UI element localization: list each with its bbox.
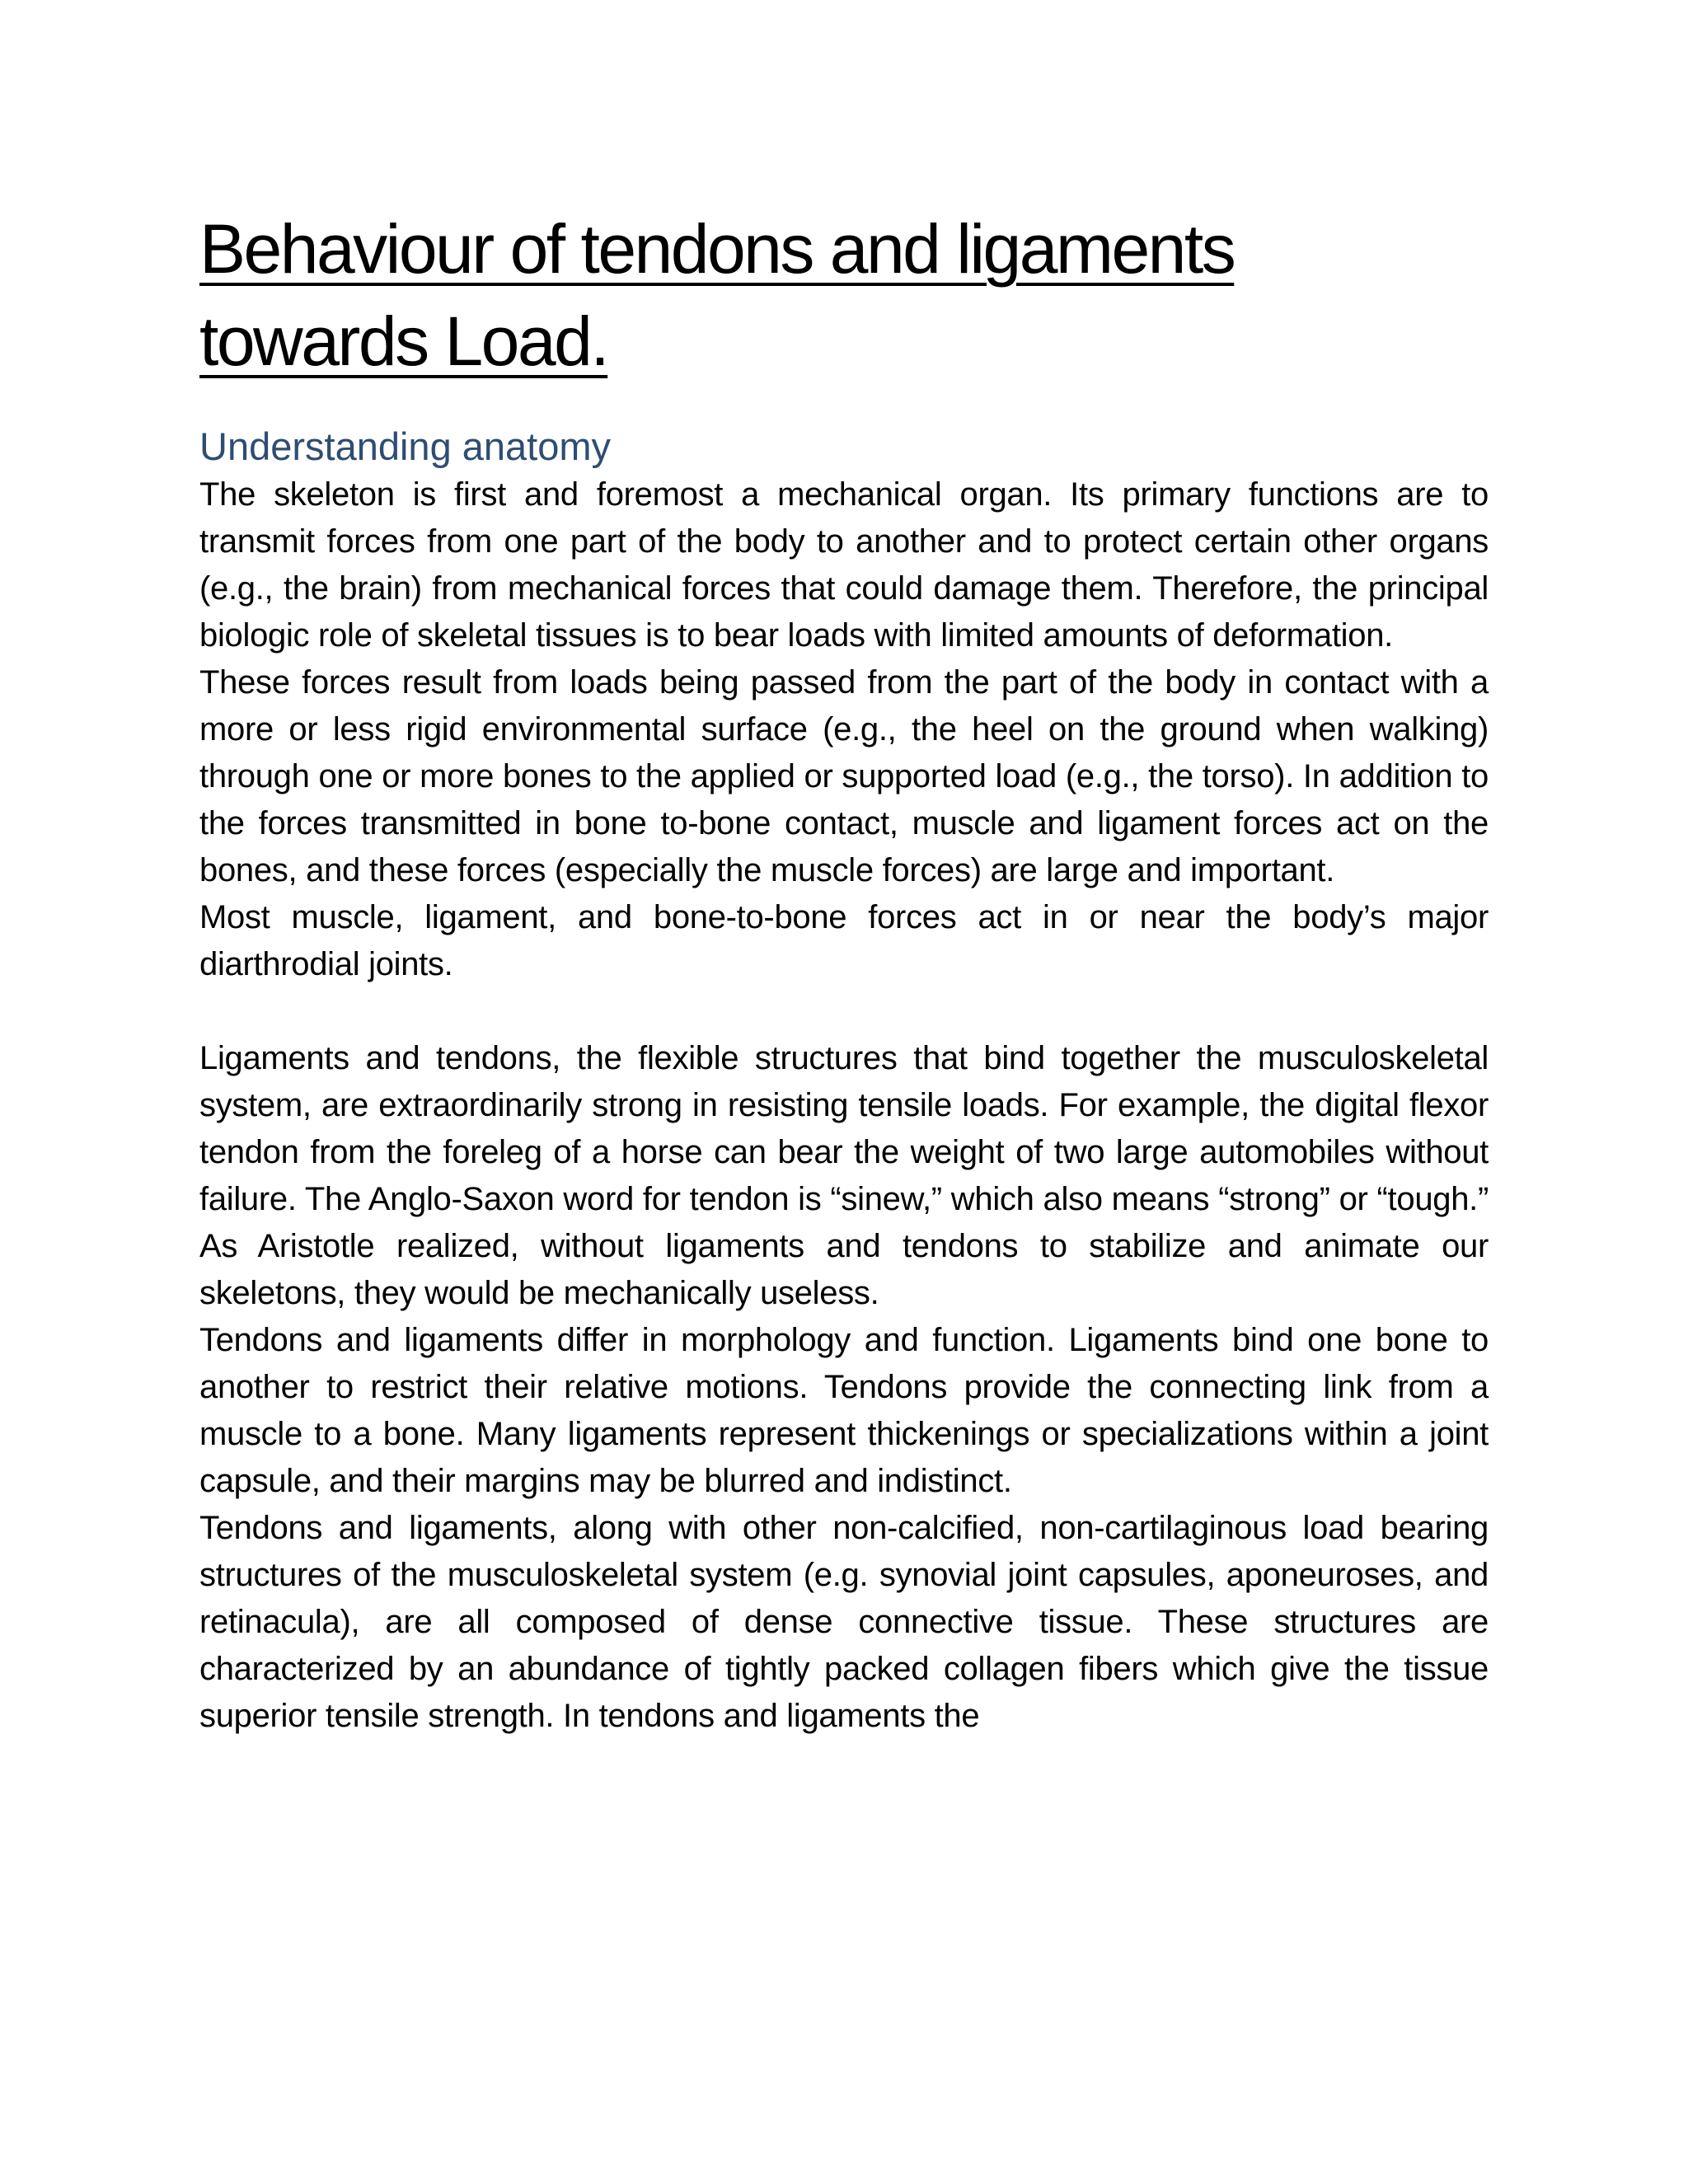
- paragraph-forces-loads: These forces result from loads being passed from the part of the body in contact with a more or less rigid environmental surface (e.g., the heel on the ground when walking) through one or more bones to the applied or supported load (e.g., the torso). In addition to the forces transmitted in bone to-bone contact, muscle and ligament forces act on the bones, and these forces (especially the muscle forces) are large and important.: [199, 664, 1489, 888]
- document-title-line-1: Behaviour of tendons and ligaments: [199, 210, 1235, 288]
- paragraph-ligaments-tendons-strength: Ligaments and tendons, the flexible structures that bind together the musculoskeletal system, are extraordinarily strong in resisting tensile loads. For example, the digital flexor tendon from the foreleg of a horse can bear the weight of two large automobiles without failure. The Anglo-Saxon word for tendon is “sinew,” which also means “strong” or “tough.” As Aristotle realized, without ligaments and tendons to stabilize and animate our skeletons, they would be mechanically useless.: [199, 1040, 1489, 1311]
- paragraph-dense-connective-tissue: Tendons and ligaments, along with other non-calcified, non-cartilaginous load bearing structures of the musculoskeletal system (e.g. synovial joint capsules, aponeuroses, and retinacula), are all composed of dense connective tissue. These structures are characterized by an abundance of tightly packed collagen fibers which give the tissue superior tensile strength. In tendons and ligaments the: [199, 1510, 1489, 1734]
- paragraph-morphology-function: Tendons and ligaments differ in morphology and function. Ligaments bind one bone to another to restrict their relative motions. Tendons provide the connecting link from a muscle to a bone. Many ligaments represent thickenings or specializations within a joint capsule, and their margins may be blurred and indistinct.: [199, 1322, 1489, 1499]
- paragraph-spacer: [199, 988, 1489, 1035]
- document-body: [199, 203, 1489, 1740]
- document-title-line-2: towards Load.: [199, 302, 608, 380]
- paragraph-skeleton-function: The skeleton is first and foremost a mechanical organ. Its primary functions are to transmit forces from one part of the body to another and to protect certain other organs (e.g., the brain) from mechanical forces that could damage them. Therefore, the principal biologic role of skeletal tissues is to bear loads with limited amounts of deformation.: [199, 476, 1489, 654]
- document-title: [199, 203, 1489, 387]
- paragraph-diarthrodial-joints: Most muscle, ligament, and bone-to-bone forces act in or near the body’s major diarthrodial joints.: [199, 899, 1489, 982]
- section-heading: Understanding anatomy: [199, 424, 612, 468]
